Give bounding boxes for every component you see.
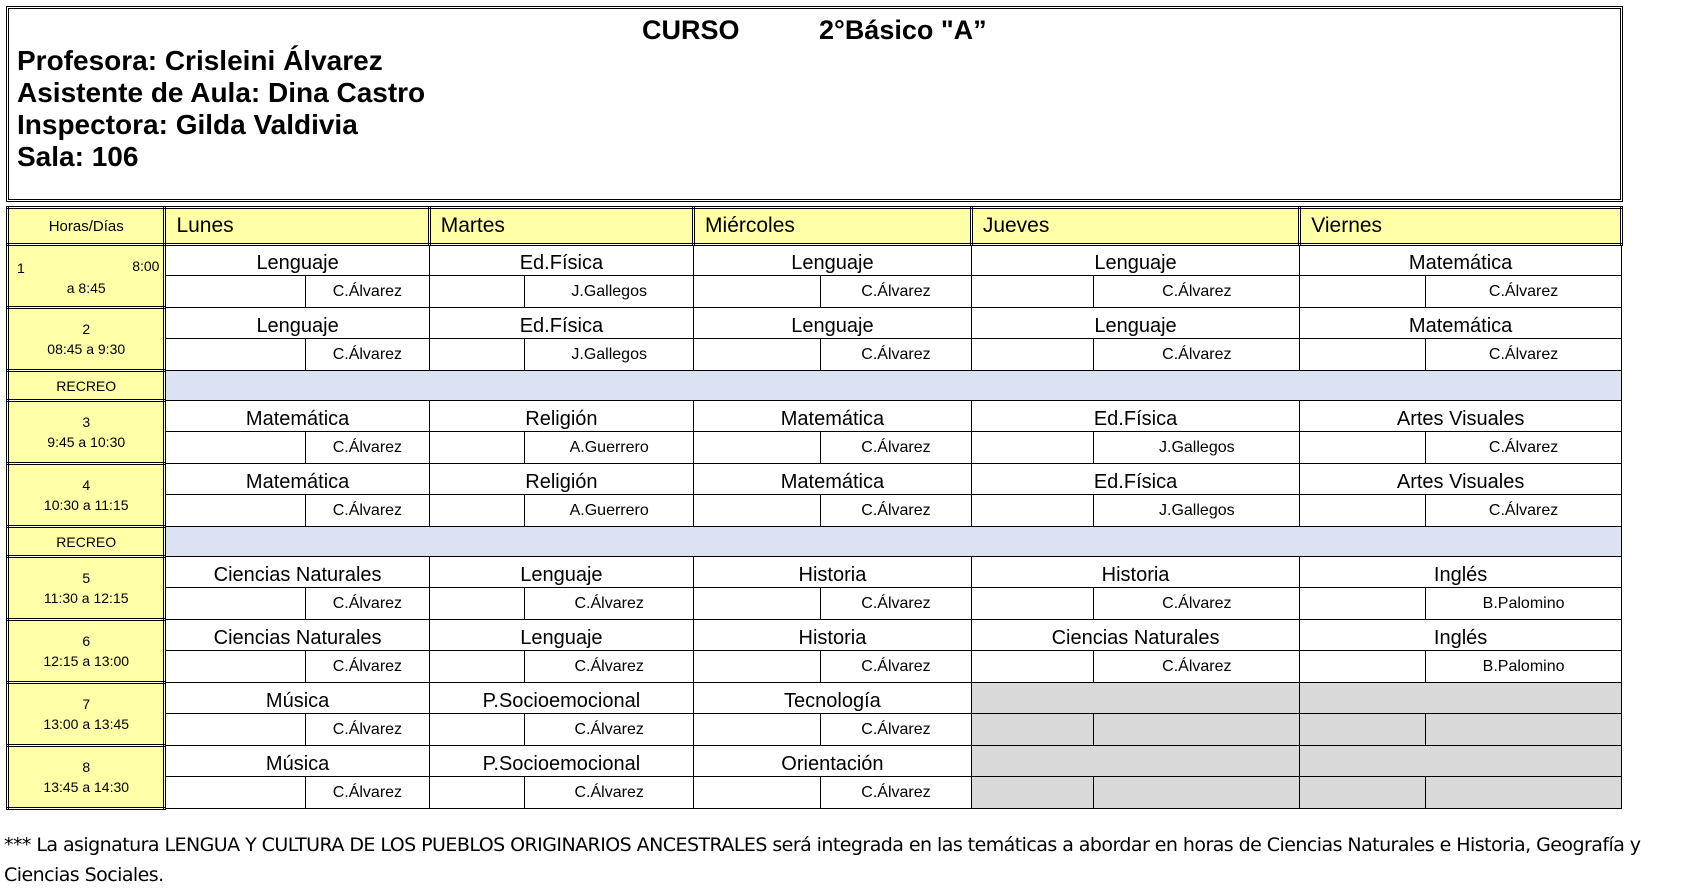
teacher-cell: J.Gallegos — [1094, 495, 1300, 527]
day-header-row — [8, 208, 1622, 245]
day-header-jueves: Jueves — [971, 208, 1299, 245]
period-teacher-row — [8, 495, 1622, 527]
period-number: 6 — [82, 633, 91, 649]
spacer-cell — [165, 588, 306, 620]
subject-cell: Lenguaje — [694, 308, 972, 339]
spacer-cell — [694, 339, 821, 371]
teacher-cell: C.Álvarez — [821, 276, 972, 308]
teacher-cell: C.Álvarez — [306, 432, 430, 464]
subject-cell: Tecnología — [694, 683, 972, 714]
spacer-cell — [694, 495, 821, 527]
period-subject-row — [8, 557, 1622, 588]
period-3-label — [8, 401, 165, 464]
course-label: CURSO — [642, 15, 740, 45]
subject-cell: Lenguaje — [165, 245, 429, 276]
teacher-cell: C.Álvarez — [821, 495, 972, 527]
subject-cell: Historia — [694, 620, 972, 651]
spacer-cell — [971, 339, 1094, 371]
subject-cell: Matemática — [165, 464, 429, 495]
period-number: 3 — [82, 414, 91, 430]
subject-cell: Inglés — [1300, 557, 1622, 588]
spacer-cell — [429, 651, 525, 683]
period-teacher-row — [8, 651, 1622, 683]
teacher-cell: J.Gallegos — [525, 276, 694, 308]
teacher-cell: B.Palomino — [1426, 588, 1622, 620]
recreo-label: RECREO — [8, 527, 165, 557]
subject-cell: Artes Visuales — [1300, 464, 1622, 495]
recreo-row — [8, 527, 1622, 557]
teacher-cell: C.Álvarez — [306, 651, 430, 683]
period-number: 1 — [17, 260, 25, 276]
subject-cell: Artes Visuales — [1300, 401, 1622, 432]
period-teacher-row — [8, 276, 1622, 308]
period-number: 7 — [82, 696, 91, 712]
period-time: 10:30 a 11:15 — [43, 497, 129, 513]
subject-cell: Ed.Física — [429, 308, 693, 339]
spacer-cell — [1300, 276, 1426, 308]
spacer-cell — [694, 714, 821, 746]
subject-cell: Lenguaje — [165, 308, 429, 339]
period-teacher-row — [8, 714, 1622, 746]
teacher-cell: C.Álvarez — [821, 651, 972, 683]
spacer-cell — [971, 588, 1094, 620]
recreo-label: RECREO — [8, 371, 165, 401]
period-teacher-row — [8, 432, 1622, 464]
teacher-cell: C.Álvarez — [306, 339, 430, 371]
subject-cell: Música — [165, 683, 429, 714]
teacher-cell: J.Gallegos — [1094, 432, 1300, 464]
subject-cell: Lenguaje — [429, 557, 693, 588]
period-2-label — [8, 308, 165, 371]
subject-cell: Ed.Física — [971, 464, 1299, 495]
period-subject-row — [8, 464, 1622, 495]
spacer-cell — [429, 714, 525, 746]
spacer-cell — [1300, 432, 1426, 464]
teacher-cell: C.Álvarez — [306, 588, 430, 620]
subject-cell: Orientación — [694, 746, 972, 777]
spacer-cell — [165, 276, 306, 308]
spacer-cell — [429, 588, 525, 620]
corner-label: Horas/Días — [8, 208, 165, 245]
spacer-cell — [165, 495, 306, 527]
teacher-cell: C.Álvarez — [821, 432, 972, 464]
subject-cell: Ed.Física — [429, 245, 693, 276]
spacer-cell — [694, 588, 821, 620]
subject-cell: Matemática — [694, 401, 972, 432]
subject-cell: Ciencias Naturales — [165, 620, 429, 651]
teacher-cell: C.Álvarez — [1094, 651, 1300, 683]
teacher-cell: C.Álvarez — [525, 588, 694, 620]
subject-cell: Ciencias Naturales — [165, 557, 429, 588]
spacer-cell — [971, 432, 1094, 464]
period-subject-row — [8, 683, 1622, 714]
subject-cell: Lenguaje — [429, 620, 693, 651]
spacer-cell — [1300, 651, 1426, 683]
spacer-cell — [694, 276, 821, 308]
teacher-cell: C.Álvarez — [1426, 339, 1622, 371]
period-7-label — [8, 683, 165, 746]
spacer-cell — [165, 714, 306, 746]
teacher-cell: C.Álvarez — [821, 339, 972, 371]
room-line: Sala: 106 — [17, 141, 139, 172]
subject-cell: Matemática — [1300, 245, 1622, 276]
spacer-cell — [971, 651, 1094, 683]
footnote: *** La asignatura LENGUA Y CULTURA DE LOS PUEBLOS ORIGINARIOS ANCESTRALES será integrada en las temáticas a abordar en horas de Ciencias Naturales e Historia, Geografía y Ciencias Sociales. — [4, 834, 1641, 886]
recreo-band — [165, 371, 1622, 401]
subject-cell: Lenguaje — [971, 245, 1299, 276]
teacher-cell: C.Álvarez — [1094, 339, 1300, 371]
period-subject-row — [8, 620, 1622, 651]
teacher-cell: C.Álvarez — [306, 714, 430, 746]
subject-cell: Religión — [429, 464, 693, 495]
spacer-cell — [971, 495, 1094, 527]
period-subject-row — [8, 401, 1622, 432]
subject-cell: Ed.Física — [971, 401, 1299, 432]
teacher-cell: C.Álvarez — [821, 714, 972, 746]
period-5-label — [8, 557, 165, 620]
empty-cell — [1094, 777, 1300, 809]
period-4-label — [8, 464, 165, 527]
spacer-cell — [1300, 714, 1426, 746]
teacher-cell: C.Álvarez — [306, 495, 430, 527]
day-header-martes: Martes — [429, 208, 693, 245]
teacher-cell: A.Guerrero — [525, 495, 694, 527]
period-number: 8 — [82, 759, 91, 775]
subject-cell: Historia — [694, 557, 972, 588]
spacer-cell — [694, 777, 821, 809]
spacer-cell — [429, 495, 525, 527]
day-header-miercoles: Miércoles — [694, 208, 972, 245]
spacer-cell — [429, 276, 525, 308]
subject-cell: Matemática — [694, 464, 972, 495]
period-1-label — [8, 245, 165, 308]
spacer-cell — [429, 432, 525, 464]
period-number: 4 — [82, 477, 91, 493]
spacer-cell — [165, 339, 306, 371]
teacher-cell: C.Álvarez — [525, 651, 694, 683]
period-start-time: 8:00 — [132, 258, 160, 274]
teacher-line: Profesora: Crisleini Álvarez — [17, 45, 383, 76]
period-time: 08:45 a 9:30 — [47, 341, 126, 357]
subject-cell: Religión — [429, 401, 693, 432]
staff-info — [17, 45, 425, 173]
recreo-band — [165, 527, 1622, 557]
period-time: 11:30 a 12:15 — [43, 590, 129, 606]
empty-cell — [971, 683, 1299, 714]
subject-cell: Matemática — [165, 401, 429, 432]
spacer-cell — [694, 651, 821, 683]
spacer-cell — [165, 432, 306, 464]
teacher-cell: A.Guerrero — [525, 432, 694, 464]
inspector-line: Inspectora: Gilda Valdivia — [17, 109, 358, 140]
period-teacher-row — [8, 777, 1622, 809]
empty-cell — [1426, 714, 1622, 746]
course-name: 2°Básico "A” — [819, 15, 987, 45]
period-number: 2 — [82, 321, 91, 337]
empty-cell — [1094, 714, 1300, 746]
recreo-row — [8, 371, 1622, 401]
subject-cell: P.Socioemocional — [429, 683, 693, 714]
subject-cell: Inglés — [1300, 620, 1622, 651]
teacher-cell: C.Álvarez — [1426, 276, 1622, 308]
spacer-cell — [1300, 339, 1426, 371]
assistant-line: Asistente de Aula: Dina Castro — [17, 77, 426, 108]
empty-cell — [1300, 746, 1622, 777]
spacer-cell — [1300, 495, 1426, 527]
period-6-label — [8, 620, 165, 683]
spacer-cell — [165, 651, 306, 683]
period-end-time: a 8:45 — [66, 280, 106, 296]
empty-cell — [1426, 777, 1622, 809]
teacher-cell: C.Álvarez — [1094, 276, 1300, 308]
subject-cell: Lenguaje — [694, 245, 972, 276]
spacer-cell — [1300, 777, 1426, 809]
period-time: 9:45 a 10:30 — [47, 434, 126, 450]
teacher-cell: B.Palomino — [1426, 651, 1622, 683]
empty-cell — [1300, 683, 1622, 714]
period-time: 12:15 a 13:00 — [43, 653, 130, 669]
subject-cell: Ciencias Naturales — [971, 620, 1299, 651]
period-8-label — [8, 746, 165, 809]
period-time: 13:45 a 14:30 — [43, 779, 130, 795]
teacher-cell: C.Álvarez — [821, 588, 972, 620]
teacher-cell: C.Álvarez — [306, 276, 430, 308]
spacer-cell — [429, 777, 525, 809]
course-header — [6, 6, 1623, 202]
period-subject-row — [8, 746, 1622, 777]
spacer-cell — [165, 777, 306, 809]
period-number: 5 — [82, 570, 91, 586]
spacer-cell — [971, 777, 1094, 809]
day-header-viernes: Viernes — [1300, 208, 1622, 245]
teacher-cell: C.Álvarez — [306, 777, 430, 809]
teacher-cell: C.Álvarez — [525, 714, 694, 746]
teacher-cell: C.Álvarez — [821, 777, 972, 809]
teacher-cell: C.Álvarez — [1426, 432, 1622, 464]
course-title — [9, 13, 1620, 45]
period-time: 13:00 a 13:45 — [43, 716, 130, 732]
teacher-cell: C.Álvarez — [525, 777, 694, 809]
period-teacher-row — [8, 588, 1622, 620]
period-subject-row — [8, 245, 1622, 276]
teacher-cell: C.Álvarez — [1426, 495, 1622, 527]
period-subject-row — [8, 308, 1622, 339]
subject-cell: Matemática — [1300, 308, 1622, 339]
subject-cell: P.Socioemocional — [429, 746, 693, 777]
teacher-cell: C.Álvarez — [1094, 588, 1300, 620]
spacer-cell — [971, 276, 1094, 308]
spacer-cell — [1300, 588, 1426, 620]
spacer-cell — [429, 339, 525, 371]
period-teacher-row — [8, 339, 1622, 371]
teacher-cell: J.Gallegos — [525, 339, 694, 371]
spacer-cell — [971, 714, 1094, 746]
subject-cell: Historia — [971, 557, 1299, 588]
day-header-lunes: Lunes — [165, 208, 429, 245]
spacer-cell — [694, 432, 821, 464]
empty-cell — [971, 746, 1299, 777]
subject-cell: Música — [165, 746, 429, 777]
subject-cell: Lenguaje — [971, 308, 1299, 339]
schedule-table — [6, 206, 1623, 810]
